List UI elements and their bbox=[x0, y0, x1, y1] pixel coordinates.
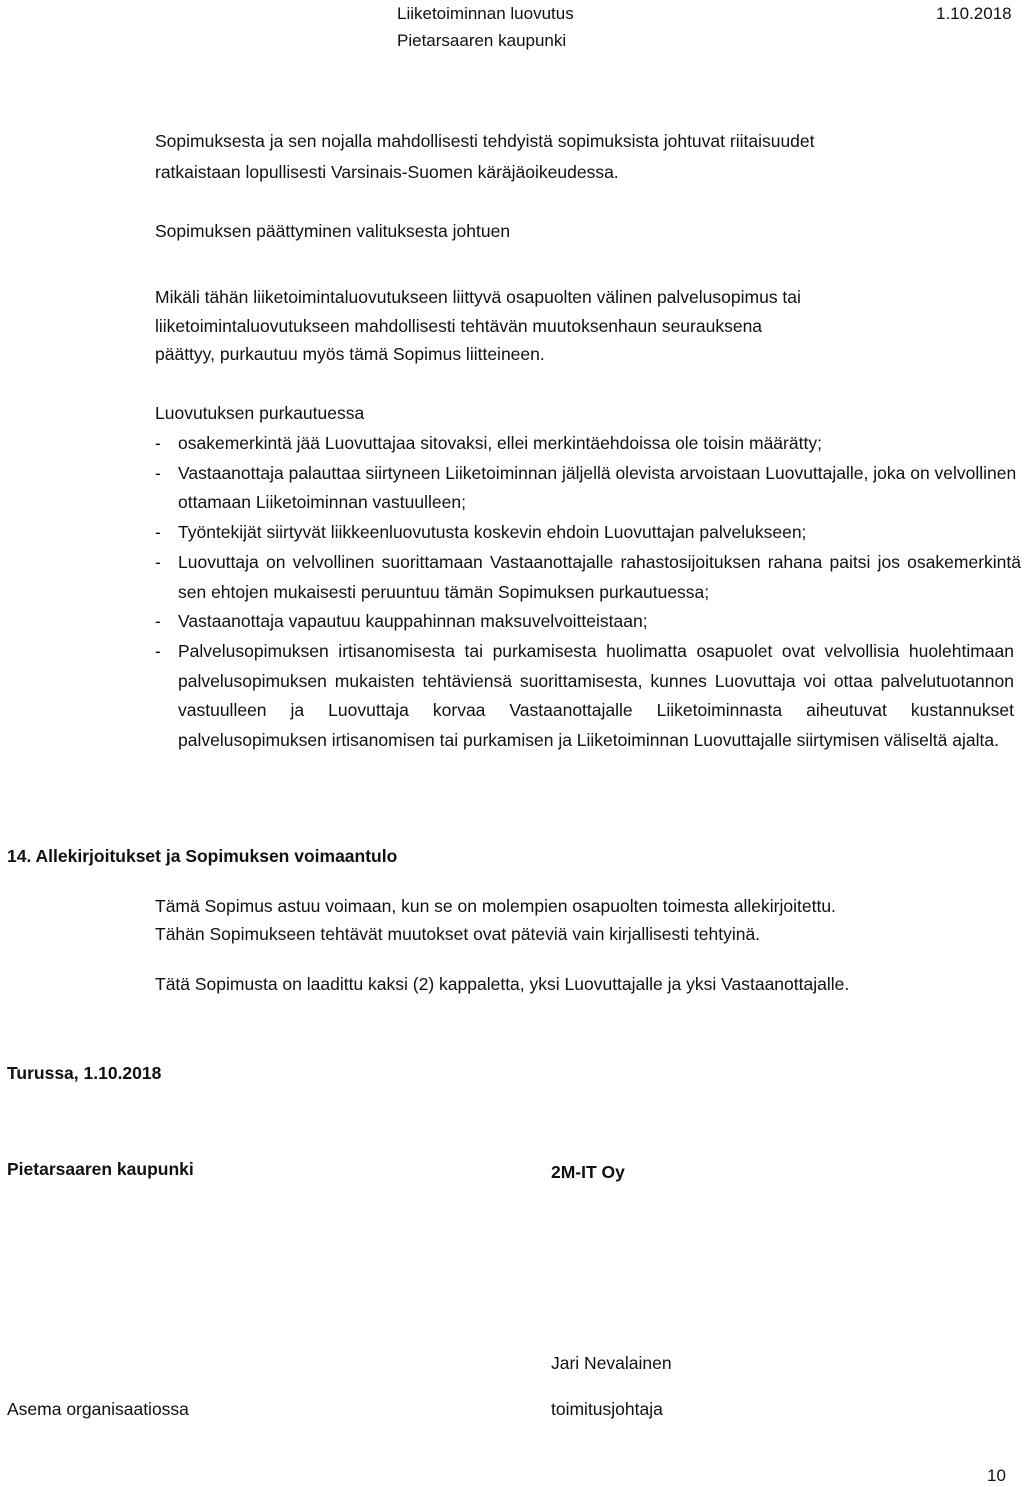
termination-text-line-3: päättyy, purkautuu myös tämä Sopimus liitteineen. bbox=[155, 344, 545, 364]
list-item: - Vastaanottaja vapautuu kauppahinnan maksuvelvoitteistaan; bbox=[155, 607, 1021, 637]
list-item: - Palvelusopimuksen irtisanomisesta tai purkamisesta huolimatta osapuolet ovat velvollisia huolehtimaan palvelusopimuksen mukaisten tehtäviensä suorittamisesta, kunnes Luovuttaja voi ottaa palvelutuotannon vastuulleen ja Luovuttaja korvaa Vastaanottajalle Liiketoiminnasta aiheutuvat kustannukset palvelusopimuksen irtisanomisen tai purkamisen ja Liiketoiminnan Luovuttajalle siirtymisen väliseltä ajalta. bbox=[155, 637, 1014, 756]
header-date: 1.10.2018 bbox=[936, 4, 1012, 23]
party-right-name: 2M-IT Oy bbox=[551, 1162, 625, 1182]
bullet-dash: - bbox=[155, 462, 161, 483]
document-title: Liiketoiminnan luovutus bbox=[397, 4, 574, 23]
disputes-text-line-1: Sopimuksesta ja sen nojalla mahdollisesti tehdyistä sopimuksista johtuvat riitaisuudet bbox=[155, 131, 815, 151]
dissolution-bullet-list bbox=[155, 429, 1021, 756]
section-14-text-line-1: Tämä Sopimus astuu voimaan, kun se on molempien osapuolten toimesta allekirjoitettu. bbox=[155, 896, 836, 916]
page-number: 10 bbox=[987, 1466, 1006, 1485]
signer-title: toimitusjohtaja bbox=[551, 1399, 663, 1419]
header-city: Pietarsaaren kaupunki bbox=[397, 31, 567, 50]
termination-text-line-1: Mikäli tähän liiketoimintaluovutukseen liittyvä osapuolten välinen palvelusopimus tai bbox=[155, 287, 801, 307]
list-item: - osakemerkintä jää Luovuttajaa sitovaksi, ellei merkintäehdoissa ole toisin määrätty; bbox=[155, 429, 1021, 459]
bullet-dash: - bbox=[155, 433, 161, 453]
position-label: Asema organisaatiossa bbox=[7, 1399, 189, 1419]
termination-heading: Sopimuksen päättyminen valituksesta johtuen bbox=[155, 221, 511, 241]
termination-text-line-2: liiketoimintaluovutukseen mahdollisesti tehtävän muutoksenhaun seurauksena bbox=[155, 316, 763, 336]
place-date: Turussa, 1.10.2018 bbox=[7, 1063, 162, 1083]
bullet-dash: - bbox=[155, 551, 161, 572]
list-item: - Vastaanottaja palauttaa siirtyneen Liiketoiminnan jäljellä olevista arvoistaan Luovuttajalle, joka on velvollinen ottamaan Liiketoiminnan vastuulleen; bbox=[155, 459, 1021, 518]
section-14-heading: 14. Allekirjoitukset ja Sopimuksen voimaantulo bbox=[7, 846, 398, 866]
section-14-text-line-2: Tähän Sopimukseen tehtävät muutokset ovat päteviä vain kirjallisesti tehtyinä. bbox=[155, 924, 761, 944]
list-item: - Työntekijät siirtyvät liikkeenluovutusta koskevin ehdoin Luovuttajan palvelukseen; bbox=[155, 518, 1021, 548]
list-item: - Luovuttaja on velvollinen suorittamaan Vastaanottajalle rahastosijoituksen rahana paitsi jos osakemerkintä sen ehtojen mukaisesti peruuntuu tämän Sopimuksen purkautuessa; bbox=[155, 548, 1021, 607]
bullet-dash: - bbox=[155, 640, 161, 661]
party-left-name: Pietarsaaren kaupunki bbox=[7, 1159, 194, 1179]
section-14-text-line-3: Tätä Sopimusta on laadittu kaksi (2) kappaletta, yksi Luovuttajalle ja yksi Vastaanottajalle. bbox=[155, 974, 850, 994]
dissolution-heading: Luovutuksen purkautuessa bbox=[155, 403, 365, 423]
disputes-text-line-2: ratkaistaan lopullisesti Varsinais-Suomen käräjäoikeudessa. bbox=[155, 162, 619, 182]
bullet-dash: - bbox=[155, 611, 161, 632]
signer-name: Jari Nevalainen bbox=[551, 1353, 672, 1373]
bullet-dash: - bbox=[155, 522, 161, 543]
